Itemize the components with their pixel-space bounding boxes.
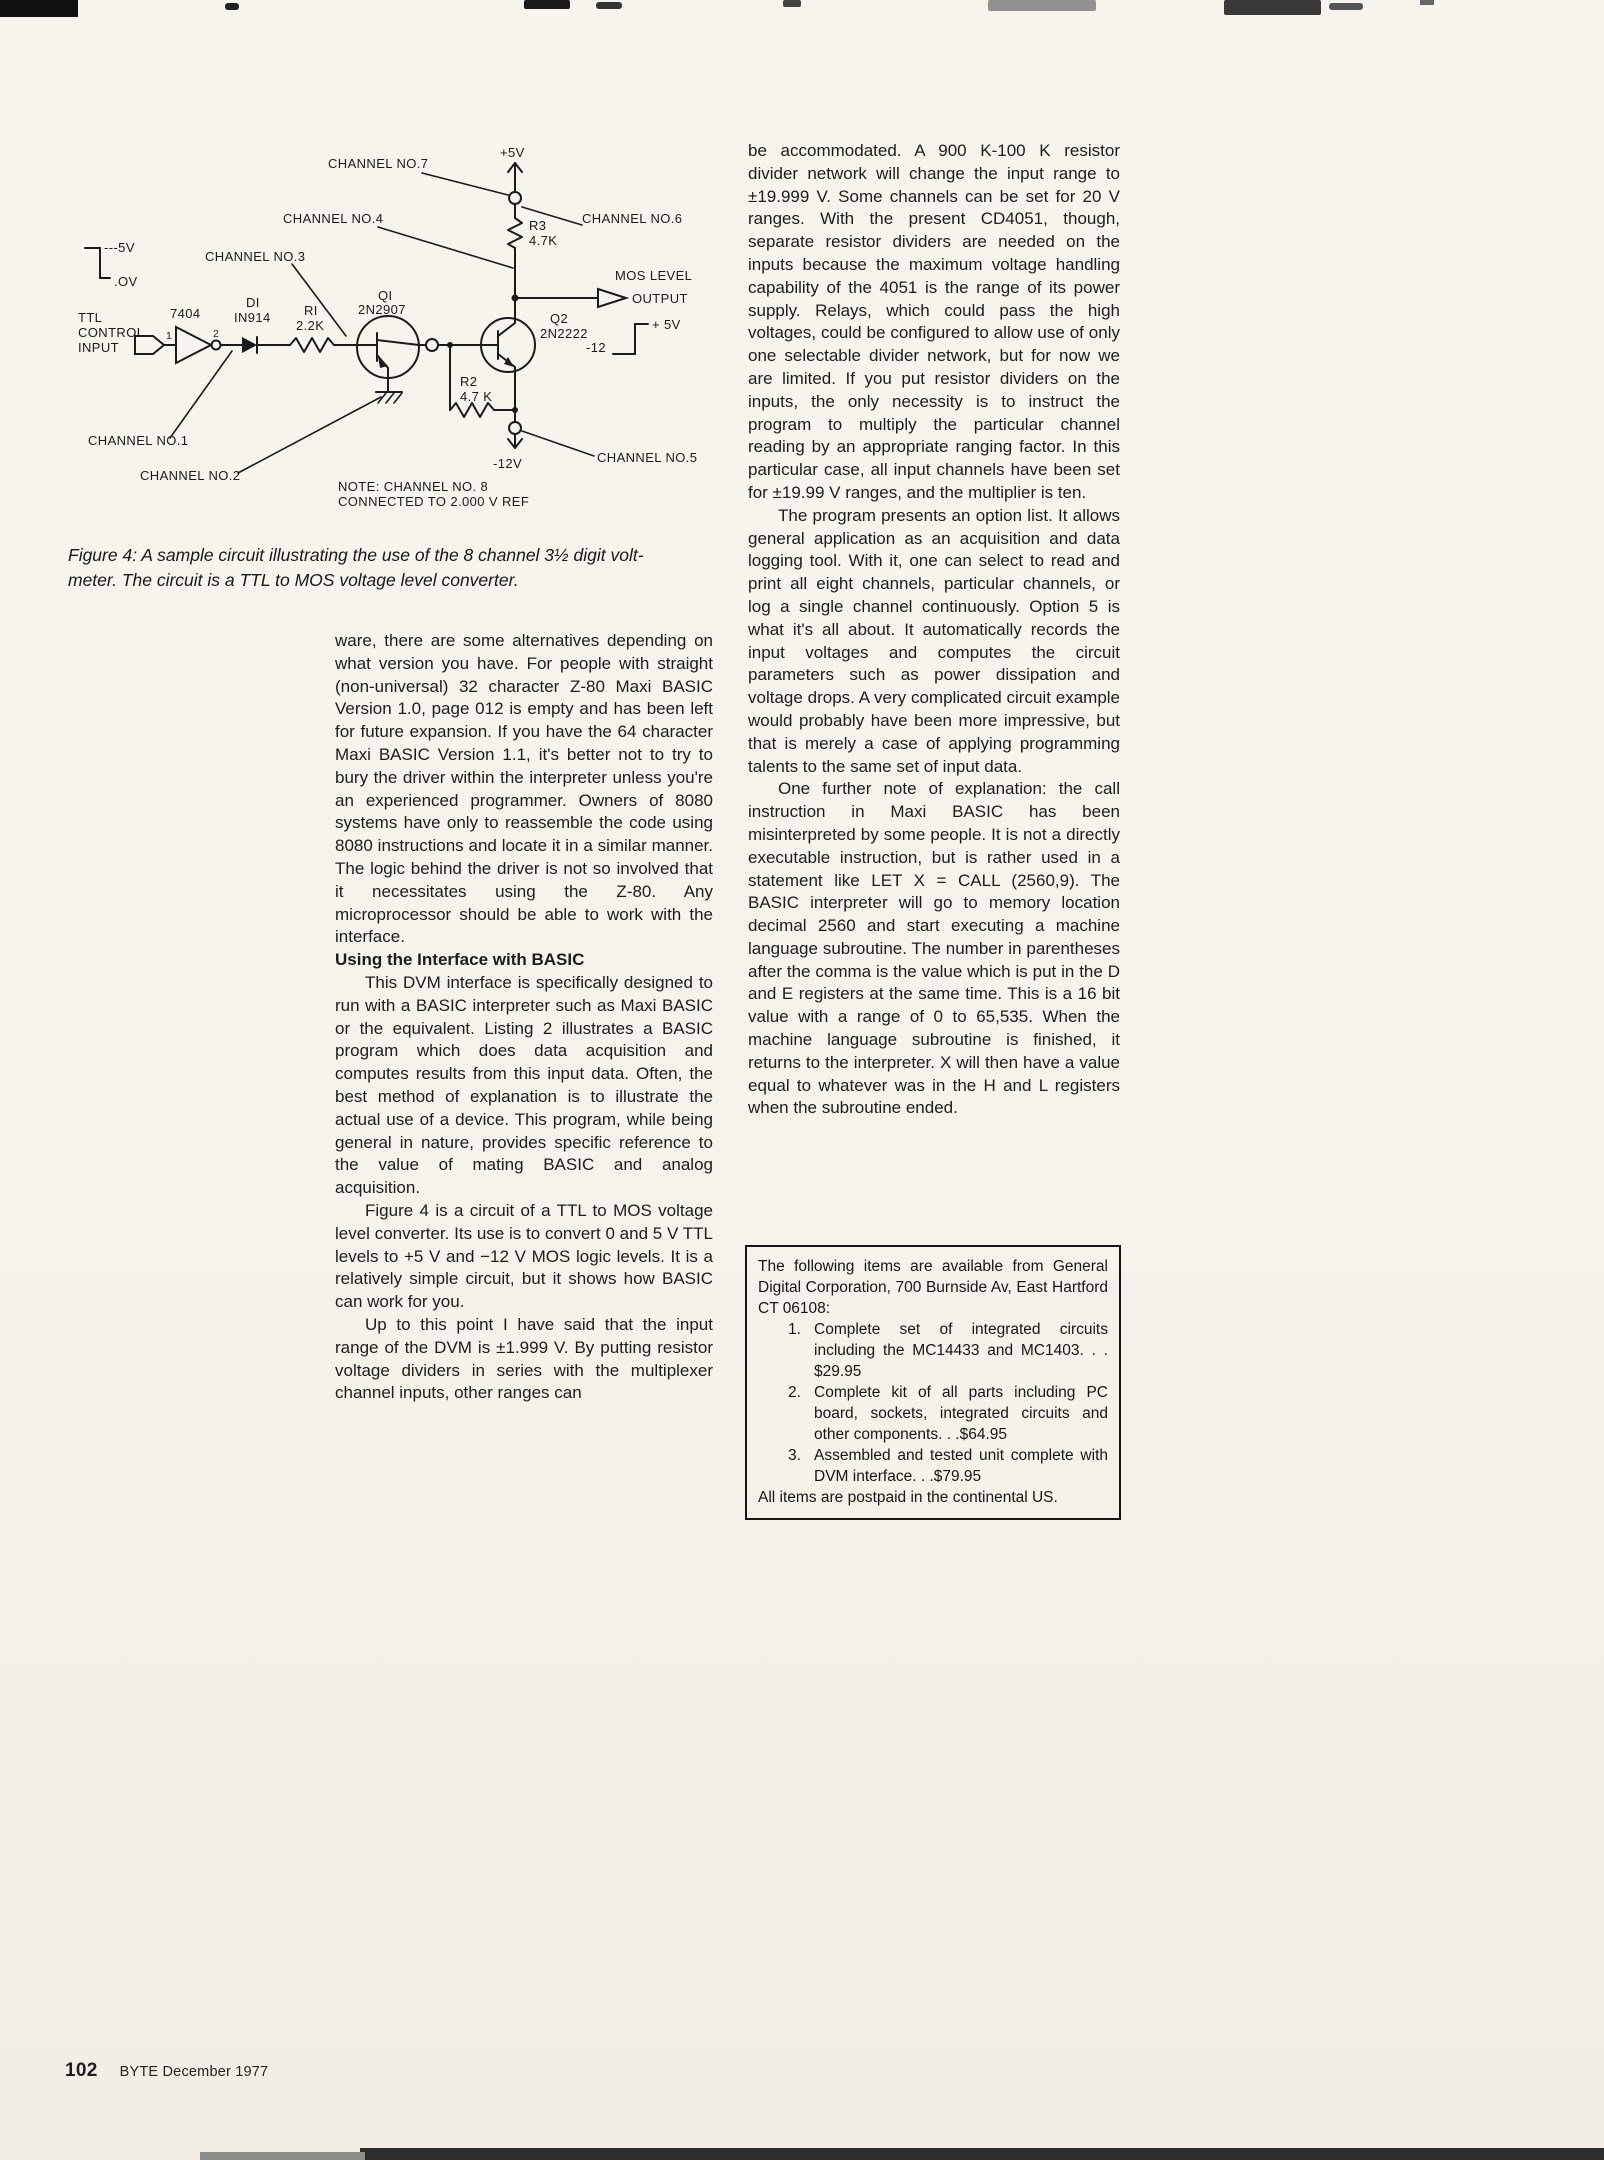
supply-arrow-down <box>508 434 522 448</box>
scan-artifact <box>0 0 78 17</box>
resistor-r1 <box>290 338 377 352</box>
label-pin-2: 2 <box>213 328 220 340</box>
figure-caption-line1: Figure 4: A sample circuit illustrating the use of the 8 channel 3½ digit volt- <box>68 545 644 565</box>
paragraph: The program presents an option list. It allows general application as an acquisition and data logging tool. With it, one can select to read and print all eight channels, particular channels, or log a single channel continuously. Option 5 is what it's all about. It automatically records the input voltages and computes the circuit parameters such as power dissipation and voltage drops. A very complicated circuit example would probably have been more impressive, but that is merely a case of applying programming talents to the same set of input data. <box>748 505 1120 776</box>
label-r3-value: 4.7K <box>529 233 558 248</box>
label-ttl: TTL <box>78 310 103 325</box>
label-input: INPUT <box>78 340 119 355</box>
label-output: OUTPUT <box>632 291 688 306</box>
scan-artifact <box>1329 3 1363 10</box>
label-note-line1: NOTE: CHANNEL NO. 8 <box>338 479 489 494</box>
label-channel-3: CHANNEL NO.3 <box>205 249 306 264</box>
scan-artifact <box>360 2148 1604 2160</box>
paragraph: be accommodated. A 900 K-100 K resistor divider network will change the input range to ±19.999 V. Some channels can be set for 20 V ranges. With the present CD4051, though, separate resistor dividers are needed on the inputs because the maximum voltage handling capability of the 4051 is the range of its power supply. Relays, which could pass the high voltages, could be configured to allow use of only one selectable divider network, but for now we are limited. If you put resistor dividers on the inputs, the only necessity is to instruct the program to multiply the particular channel reading by an appropriate ranging factor. In this particular case, all input channels have been set for ±19.99 V ranges, and the multiplier is ten. <box>748 141 1120 502</box>
paragraph: Figure 4 is a circuit of a TTL to MOS voltage level converter. Its use is to convert 0 and 5 V TTL levels to +5 V and −12 V MOS logic levels. It is a relatively simple circuit, but it shows how BASIC can work for you. <box>335 1200 713 1312</box>
list-item-number: 3. <box>788 1447 801 1464</box>
output-waveform-icon <box>613 324 648 354</box>
figure-caption-line2: meter. The circuit is a TTL to MOS voltage level converter. <box>68 570 519 590</box>
right-column <box>748 140 1120 1120</box>
label-note-line2: CONNECTED TO 2.000 V REF <box>338 494 530 509</box>
label-r2-value: 4.7 K <box>460 389 493 404</box>
list-item-text: Assembled and tested unit complete with DVM interface. . .$79.95 <box>814 1447 1108 1485</box>
availability-intro: The following items are available from General Digital Corporation, 700 Burnside Av, East Hartford CT 06108: <box>758 1258 1108 1317</box>
paragraph: This DVM interface is specifically designed to run with a BASIC interpreter such as Maxi BASIC or the equivalent. Listing 2 illustrates a BASIC program which does data acquisition and computes results from this input data. Often, the best method of explanation is to illustrate the actual use of a device. This program, while being general in nature, provides specific reference to the value of mating BASIC and analog acquisition. <box>335 972 713 1198</box>
label-minus12v: -12V <box>493 456 523 471</box>
availability-outro: All items are postpaid in the continental US. <box>758 1489 1058 1506</box>
label-channel-2: CHANNEL NO.2 <box>140 468 241 483</box>
magazine-name: BYTE December 1977 <box>119 2064 269 2080</box>
circuit-diagram <box>70 130 730 525</box>
label-wave-out-low: -12 <box>586 340 606 355</box>
label-channel-6: CHANNEL NO.6 <box>582 211 683 226</box>
label-q1-name: QI <box>378 288 393 303</box>
scan-artifact <box>225 3 239 10</box>
label-r1-name: RI <box>304 303 318 318</box>
label-q2-name: Q2 <box>550 311 569 326</box>
list-item <box>758 1319 1108 1382</box>
paragraph: Up to this point I have said that the input range of the DVM is ±1.999 V. By putting resistor voltage dividers in series with the multiplexer channel inputs, other ranges can <box>335 1314 713 1403</box>
scan-artifact <box>988 0 1096 11</box>
label-channel-1: CHANNEL NO.1 <box>88 433 189 448</box>
list-item-text: Complete set of integrated circuits including the MC14433 and MC1403. . . $29.95 <box>814 1321 1108 1380</box>
label-d1-name: DI <box>246 295 260 310</box>
paragraph: ware, there are some alternatives depending on what version you have. For people with straight (non-universal) 32 character Z-80 Maxi BASIC Version 1.0, page 012 is empty and has been left for future expansion. If you have the 64 character Maxi BASIC Version 1.1, it's better not to try to bury the driver within the interpreter unless you're an experienced programmer. Owners of 8080 systems have only to reassemble the code using 8080 instructions and locate it in a similar manner. The logic behind the driver is not so involved that it necessitates using the Z-80. Any microprocessor should be able to work with the interface. <box>335 631 713 947</box>
supply-arrow-up <box>508 163 522 192</box>
list-item <box>758 1445 1108 1487</box>
list-item-text: Complete kit of all parts including PC board, sockets, integrated circuits and other components. . .$64.95 <box>814 1384 1108 1443</box>
label-wave-in-high: ---5V <box>104 240 135 255</box>
scan-artifact <box>596 2 622 9</box>
tap-circle-bottom <box>509 422 521 434</box>
label-mos-level: MOS LEVEL <box>615 268 693 283</box>
output-flag-icon <box>598 289 626 307</box>
inverter-7404 <box>176 327 242 363</box>
list-item-number: 2. <box>788 1384 801 1401</box>
label-pin-1: 1 <box>166 330 173 342</box>
label-channel-5: CHANNEL NO.5 <box>597 450 698 465</box>
label-q2-value: 2N2222 <box>540 326 588 341</box>
diode-d1 <box>242 337 290 353</box>
paragraph: One further note of explanation: the call instruction in Maxi BASIC has been misinterpreted by some people. It is not a directly executable instruction, but is rather used in a statement like LET X = CALL (2560,9). The BASIC interpreter will go to memory location decimal 2560 and start executing a machine language subroutine. The number in parentheses after the comma is the value which is put in the D and E registers at the same time. This is a 16 bit value with a range of 0 to 65,535. When the machine language subroutine is finished, it returns to the interpreter. X will then have a value equal to whatever was in the H and L registers when the subroutine ended. <box>748 779 1120 1118</box>
scan-artifact <box>1224 0 1321 15</box>
section-heading: Using the Interface with BASIC <box>335 950 585 970</box>
scan-artifact <box>1420 0 1434 5</box>
left-column <box>335 630 713 1405</box>
label-wave-in-low: .OV <box>114 274 138 289</box>
figure-caption <box>68 543 726 593</box>
label-plus5v: +5V <box>500 145 525 160</box>
page-number: 102 <box>65 2060 98 2081</box>
label-channel-4: CHANNEL NO.4 <box>283 211 384 226</box>
label-control: CONTROL <box>78 325 145 340</box>
label-channel-7: CHANNEL NO.7 <box>328 156 429 171</box>
tap-circle-mid <box>426 339 438 351</box>
label-q1-value: 2N2907 <box>358 302 406 317</box>
label-wave-out-high: + 5V <box>652 317 681 332</box>
label-d1-value: IN914 <box>234 310 271 325</box>
label-7404: 7404 <box>170 306 201 321</box>
label-r3-name: R3 <box>529 218 547 233</box>
resistor-r3 <box>508 218 522 298</box>
scan-artifact <box>783 0 801 7</box>
availability-box <box>745 1245 1121 1520</box>
tap-circle-top <box>509 192 521 204</box>
label-r1-value: 2.2K <box>296 318 325 333</box>
list-item <box>758 1382 1108 1445</box>
transistor-q1 <box>357 316 419 392</box>
list-item-number: 1. <box>788 1321 801 1338</box>
scan-artifact <box>524 0 570 9</box>
label-r2-name: R2 <box>460 374 478 389</box>
scan-artifact <box>200 2152 365 2160</box>
page-footer <box>65 2060 268 2082</box>
